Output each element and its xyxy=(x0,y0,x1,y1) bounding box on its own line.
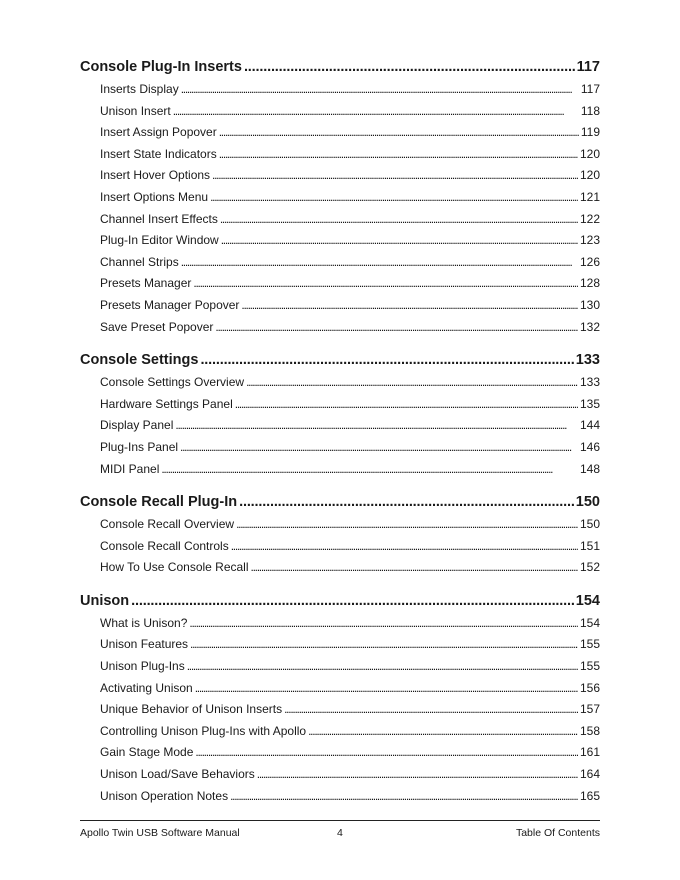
toc-entry-title: MIDI Panel xyxy=(100,461,160,476)
toc-entry-link[interactable] xyxy=(80,415,600,437)
toc-entry-page: 161 xyxy=(579,745,600,760)
section-gap xyxy=(80,480,600,490)
toc-entry-page: 146 xyxy=(579,439,600,454)
toc-entry-page: 120 xyxy=(579,168,600,183)
section-gap xyxy=(80,338,600,348)
dot-leader xyxy=(195,742,578,764)
toc-entry-link[interactable] xyxy=(80,699,600,721)
dot-leader xyxy=(180,437,578,459)
toc-section-page: 154 xyxy=(575,592,600,609)
dot-leader xyxy=(241,295,578,317)
toc-entry-title: What is Unison? xyxy=(100,615,188,630)
toc-entry-title: How To Use Console Recall xyxy=(100,560,249,575)
dot-leader xyxy=(131,589,574,613)
toc-entry-title: Channel Insert Effects xyxy=(100,211,218,226)
dot-leader xyxy=(181,252,578,274)
toc-entry-link[interactable] xyxy=(80,656,600,678)
toc-entry-page: 120 xyxy=(579,146,600,161)
dot-leader xyxy=(236,514,578,536)
dot-leader xyxy=(193,273,578,295)
toc-entry-page: 122 xyxy=(579,211,600,226)
toc-entry-link[interactable] xyxy=(80,514,600,536)
toc-section-heading-link[interactable] xyxy=(80,348,600,372)
toc-section-title: Unison xyxy=(80,592,130,609)
toc-entry-page: 144 xyxy=(579,418,600,433)
toc-entry-page: 148 xyxy=(579,461,600,476)
toc-entry-page: 135 xyxy=(579,396,600,411)
toc-entry-page: 132 xyxy=(579,319,600,334)
toc-section xyxy=(80,490,600,579)
section-gap xyxy=(80,579,600,589)
toc-entry-page: 165 xyxy=(579,788,600,803)
toc-entry-link[interactable] xyxy=(80,742,600,764)
toc-entry-page: 126 xyxy=(579,254,600,269)
toc-entry-title: Console Recall Controls xyxy=(100,538,229,553)
dot-leader xyxy=(200,348,573,372)
toc-entry-page: 133 xyxy=(579,375,600,390)
dot-leader xyxy=(308,721,578,743)
toc-section-page: 133 xyxy=(575,352,600,369)
toc-entry-title: Presets Manager Popover xyxy=(100,297,240,312)
dot-leader xyxy=(246,372,578,394)
dot-leader xyxy=(215,317,578,339)
toc-entry-page: 164 xyxy=(579,767,600,782)
toc-entry-page: 155 xyxy=(579,637,600,652)
toc-entry-page: 152 xyxy=(579,560,600,575)
dot-leader xyxy=(221,230,578,252)
toc-entry-title: Console Settings Overview xyxy=(100,375,245,390)
dot-leader xyxy=(244,55,575,79)
toc-entry-title: Unique Behavior of Unison Inserts xyxy=(100,702,283,717)
toc-section-page: 150 xyxy=(575,494,600,511)
toc-entry-title: Unison Plug-Ins xyxy=(100,659,185,674)
toc-entry-link[interactable] xyxy=(80,79,600,101)
toc-entry-title: Unison Operation Notes xyxy=(100,788,229,803)
toc-entry-page: 128 xyxy=(579,276,600,291)
toc-entry-title: Display Panel xyxy=(100,418,174,433)
toc-section-page: 117 xyxy=(576,59,600,75)
toc-entry-link[interactable] xyxy=(80,252,600,274)
toc-entry-page: 121 xyxy=(579,189,600,204)
toc-section xyxy=(80,55,600,338)
footer-divider xyxy=(80,820,600,821)
toc-entry-title: Controlling Unison Plug-Ins with Apollo xyxy=(100,723,307,738)
toc-entry-title: Insert Assign Popover xyxy=(100,125,217,140)
toc-entry-page: 158 xyxy=(579,723,600,738)
toc-entry-page: 117 xyxy=(580,82,600,96)
dot-leader xyxy=(220,209,578,231)
toc-entry-page: 151 xyxy=(579,538,600,553)
toc-entry-link[interactable] xyxy=(80,721,600,743)
dot-leader xyxy=(219,144,578,166)
toc-entry-title: Insert Hover Options xyxy=(100,168,211,183)
toc-entry-page: 119 xyxy=(580,125,600,140)
toc-entry-page: 156 xyxy=(579,680,600,695)
toc-entry-title: Hardware Settings Panel xyxy=(100,396,233,411)
toc-section xyxy=(80,348,600,480)
toc-entry-link[interactable] xyxy=(80,613,600,635)
toc-entry-title: Console Recall Overview xyxy=(100,517,235,532)
table-of-contents xyxy=(80,55,600,807)
toc-entry-page: 155 xyxy=(579,659,600,674)
footer-section-title: Table Of Contents xyxy=(515,827,600,839)
toc-entry-title: Insert Options Menu xyxy=(100,189,209,204)
toc-entry-link[interactable] xyxy=(80,764,600,786)
dot-leader xyxy=(212,165,578,187)
toc-entry-title: Unison Load/Save Behaviors xyxy=(100,767,255,782)
dot-leader xyxy=(187,656,578,678)
dot-leader xyxy=(173,101,579,123)
toc-entry-title: Plug-In Editor Window xyxy=(100,233,219,248)
toc-entry-page: 130 xyxy=(579,297,600,312)
dot-leader xyxy=(235,394,578,416)
toc-entry-link[interactable] xyxy=(80,557,600,579)
toc-entry-title: Unison Features xyxy=(100,637,189,652)
footer-manual-title: Apollo Twin USB Software Manual xyxy=(80,827,240,839)
toc-entry-title: Save Preset Popover xyxy=(100,319,214,334)
dot-leader xyxy=(161,459,578,481)
toc-entry-link[interactable] xyxy=(80,122,600,144)
toc-entry-title: Activating Unison xyxy=(100,680,193,695)
footer-page-number: 4 xyxy=(337,827,343,839)
toc-entry-title: Presets Manager xyxy=(100,276,192,291)
dot-leader xyxy=(189,613,578,635)
toc-section-heading-link[interactable] xyxy=(80,589,600,613)
toc-entry-title: Unison Insert xyxy=(100,103,171,118)
dot-leader xyxy=(219,122,579,144)
toc-section xyxy=(80,589,600,807)
toc-entry-link[interactable] xyxy=(80,634,600,656)
toc-entry-title: Plug-Ins Panel xyxy=(100,439,179,454)
toc-entry-page: 123 xyxy=(579,233,600,248)
toc-entry-link[interactable] xyxy=(80,144,600,166)
toc-entry-link[interactable] xyxy=(80,536,600,558)
dot-leader xyxy=(175,415,578,437)
toc-entry-link[interactable] xyxy=(80,209,600,231)
toc-entry-page: 150 xyxy=(579,517,600,532)
dot-leader xyxy=(231,536,578,558)
toc-entry-link[interactable] xyxy=(80,273,600,295)
toc-entry-link[interactable] xyxy=(80,372,600,394)
toc-entry-link[interactable] xyxy=(80,187,600,209)
toc-section-heading-link[interactable] xyxy=(80,55,600,79)
toc-section-title: Console Settings xyxy=(80,352,199,369)
dot-leader xyxy=(257,764,578,786)
dot-leader xyxy=(181,79,579,101)
dot-leader xyxy=(230,786,578,808)
toc-entry-page: 157 xyxy=(579,702,600,717)
toc-entry-link[interactable] xyxy=(80,437,600,459)
dot-leader xyxy=(284,699,578,721)
toc-section-title: Console Plug-In Inserts xyxy=(80,59,242,75)
dot-leader xyxy=(239,490,574,514)
dot-leader xyxy=(195,678,578,700)
toc-entry-link[interactable] xyxy=(80,786,600,808)
toc-entry-link[interactable] xyxy=(80,678,600,700)
toc-entry-link[interactable] xyxy=(80,459,600,481)
toc-entry-title: Insert State Indicators xyxy=(100,146,217,161)
dot-leader xyxy=(190,634,578,656)
toc-entry-page: 154 xyxy=(579,615,600,630)
toc-section-title: Console Recall Plug-In xyxy=(80,494,238,511)
toc-entry-title: Gain Stage Mode xyxy=(100,745,194,760)
toc-entry-link[interactable] xyxy=(80,230,600,252)
toc-entry-link[interactable] xyxy=(80,394,600,416)
toc-entry-page: 118 xyxy=(580,103,600,118)
toc-section-heading-link[interactable] xyxy=(80,490,600,514)
dot-leader xyxy=(210,187,578,209)
toc-entry-title: Inserts Display xyxy=(100,82,179,96)
toc-entry-link[interactable] xyxy=(80,101,600,123)
toc-entry-link[interactable] xyxy=(80,295,600,317)
toc-entry-title: Channel Strips xyxy=(100,254,179,269)
toc-entry-link[interactable] xyxy=(80,317,600,339)
toc-entry-link[interactable] xyxy=(80,165,600,187)
dot-leader xyxy=(251,557,578,579)
